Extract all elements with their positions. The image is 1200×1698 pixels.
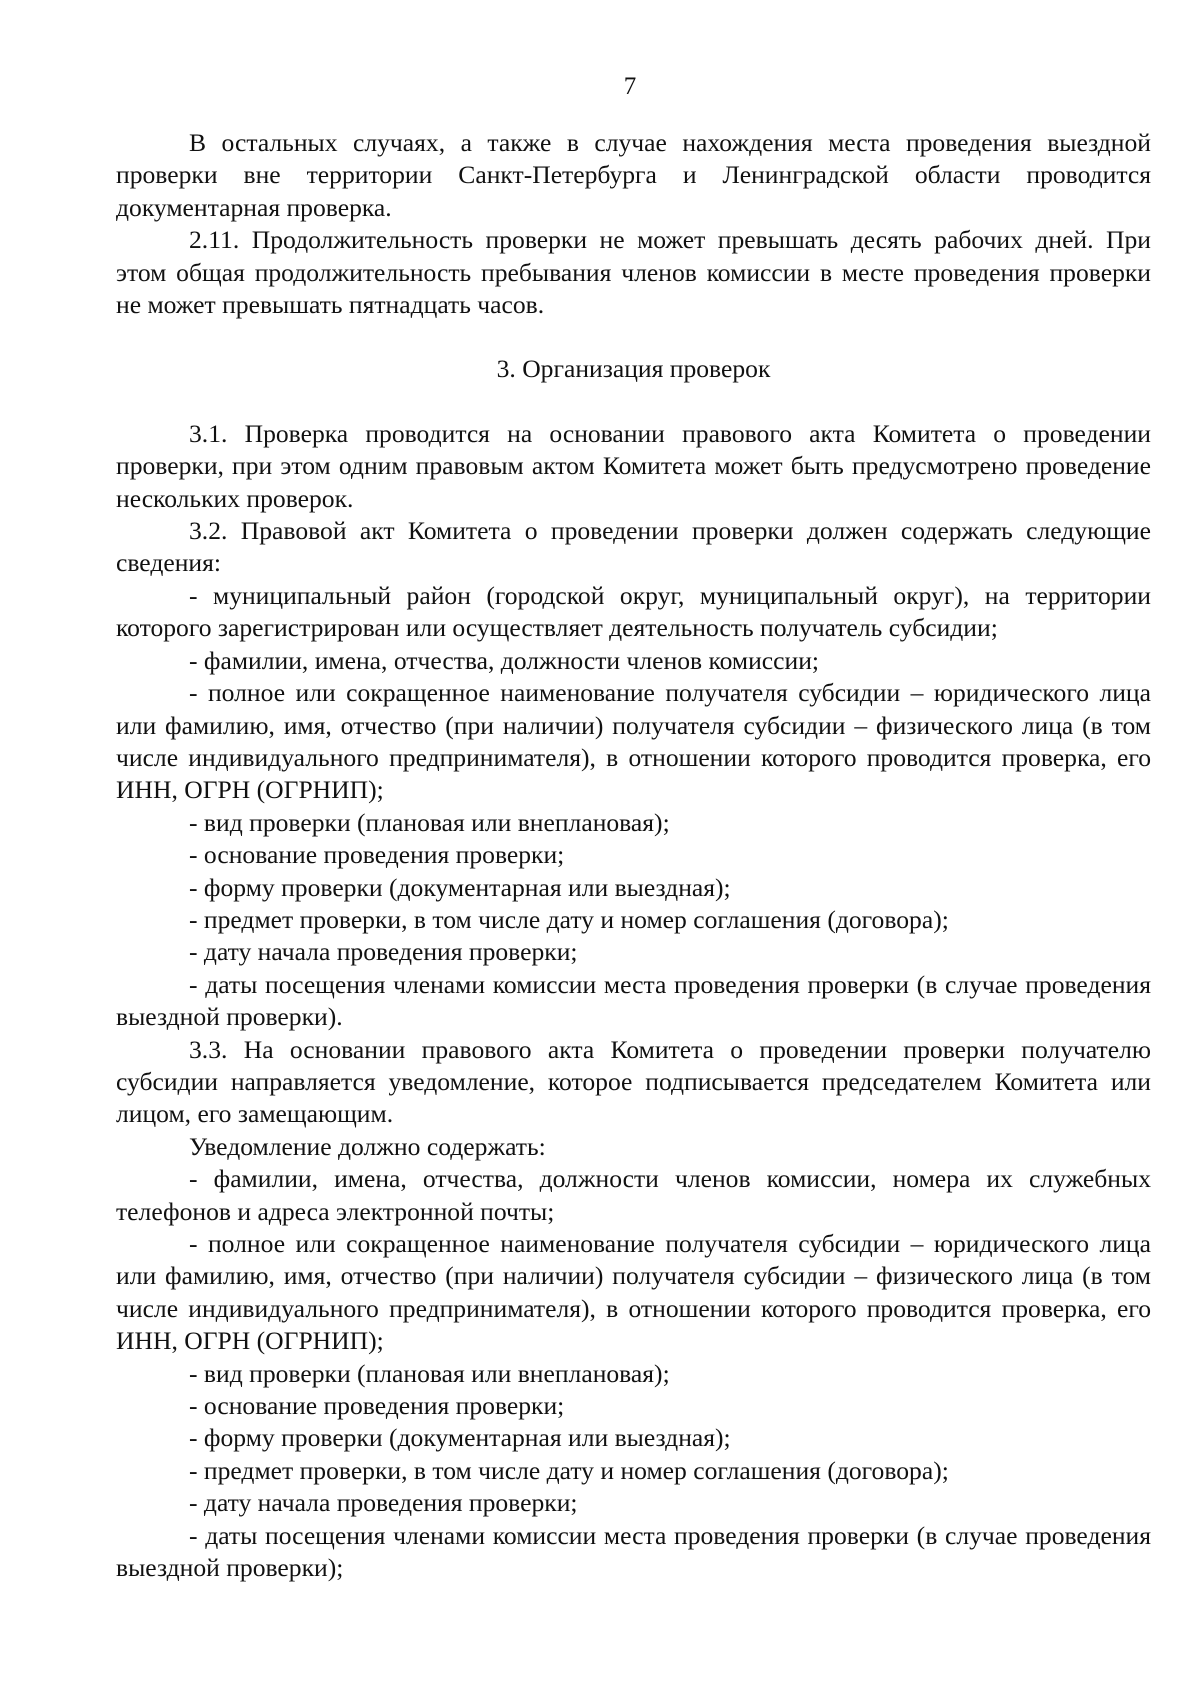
list-item: - полное или сокращенное наименование получателя субсидии – юридического лица или фамилию, имя, отчество (при наличии) получателя субсидии – физического лица (в том числе индивидуального предпринимателя), в отношении которого проводится проверка, его ИНН, ОГРН (ОГРНИП);: [116, 1229, 1151, 1356]
paragraph: Уведомление должно содержать:: [189, 1131, 546, 1161]
list-item: - предмет проверки, в том числе дату и номер соглашения (договора);: [189, 1455, 949, 1485]
list-item: - даты посещения членами комиссии места проведения проверки (в случае проведения выездной проверки);: [116, 1520, 1151, 1583]
page-number: 7: [623, 73, 637, 100]
list-item: - основание проведения проверки;: [189, 840, 565, 870]
list-item: - предмет проверки, в том числе дату и номер соглашения (договора);: [189, 904, 949, 934]
list-item: - вид проверки (плановая или внеплановая);: [189, 1358, 670, 1388]
paragraph: 3.1. Проверка проводится на основании правового акта Комитета о проведении проверки, при этом одним правовым актом Комитета может быть предусмотрено проведение нескольких проверок.: [116, 418, 1151, 513]
list-item: - вид проверки (плановая или внеплановая);: [189, 807, 670, 837]
list-item: - основание проведения проверки;: [189, 1391, 565, 1421]
list-item: - форму проверки (документарная или выездная);: [189, 1423, 731, 1453]
list-item: - дату начала проведения проверки;: [189, 1488, 578, 1518]
list-item: - форму проверки (документарная или выездная);: [189, 872, 731, 902]
document-body: [116, 127, 1151, 1584]
section-heading: 3. Организация проверок: [496, 354, 771, 384]
list-item: - даты посещения членами комиссии места проведения проверки (в случае проведения выездной проверки).: [116, 969, 1151, 1032]
paragraph: В остальных случаях, а также в случае нахождения места проведения выездной проверки вне территории Санкт-Петербурга и Ленинградской области проводится документарная проверка.: [116, 128, 1151, 222]
list-item: - фамилии, имена, отчества, должности членов комиссии;: [189, 645, 820, 675]
paragraph: 3.2. Правовой акт Комитета о проведении проверки должен содержать следующие сведения:: [116, 516, 1151, 578]
paragraph: 3.3. На основании правового акта Комитета о проведении проверки получателю субсидии направляется уведомление, которое подписывается председателем Комитета или лицом, его замещающим.: [116, 1034, 1151, 1129]
list-item: - полное или сокращенное наименование получателя субсидии – юридического лица или фамилию, имя, отчество (при наличии) получателя субсидии – физического лица (в том числе индивидуального предпринимателя), в отношении которого проводится проверка, его ИНН, ОГРН (ОГРНИП);: [116, 678, 1151, 805]
list-item: - дату начала проведения проверки;: [189, 937, 578, 967]
list-item: - фамилии, имена, отчества, должности членов комиссии, номера их служебных телефонов и адреса электронной почты;: [116, 1164, 1151, 1226]
paragraph: 2.11. Продолжительность проверки не может превышать десять рабочих дней. При этом общая продолжительность пребывания членов комиссии в месте проведения проверки не может превышать пятнадцать часов.: [116, 225, 1151, 320]
list-item: - муниципальный район (городской округ, муниципальный округ), на территории которого зарегистрирован или осуществляет деятельность получатель субсидии;: [116, 580, 1151, 643]
